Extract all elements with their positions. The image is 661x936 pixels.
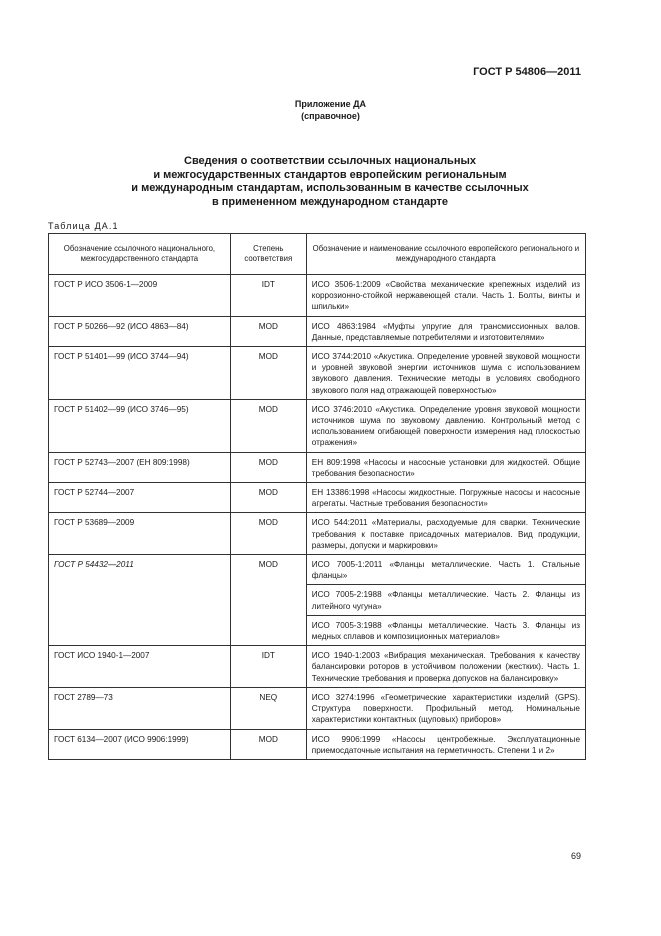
heading-line: и межгосударственных стандартов европейским региональным <box>153 168 507 181</box>
international-standard-cell: ИСО 544:2011 «Материалы, расходуемые для сварки. Технические требования к поставке присадочных материалов. Вид продукции, размеры, допуски и маркировки» <box>306 513 585 555</box>
degree-cell: MOD <box>230 513 306 555</box>
international-standard-cell: ИСО 1940-1:2003 «Вибрация механическая. Требования к качеству балансировки роторов в устойчивом положении (жестких). Часть 1. Технические требования и проверка допусков на балансировку» <box>306 646 585 688</box>
table-row <box>49 347 586 400</box>
international-standard-cell: ИСО 9906:1999 «Насосы центробежные. Эксплуатационные приемосдаточные испытания на герметичность. Степени 1 и 2» <box>306 729 585 759</box>
table-row <box>49 729 586 759</box>
national-standard-cell: ГОСТ ИСО 1940-1—2007 <box>49 646 231 688</box>
header-degree: Степень соответствия <box>230 234 306 275</box>
international-standard-cell: ИСО 3274:1996 «Геометрические характеристики изделий (GPS). Структура поверхности. Профильный метод. Номинальные характеристики контактных (щуповых) приборов» <box>306 687 585 729</box>
table-header-row <box>49 234 586 275</box>
degree-cell: MOD <box>230 399 306 452</box>
national-standard-cell: ГОСТ Р 52744—2007 <box>49 483 231 513</box>
table-row <box>49 513 586 555</box>
degree-cell: IDT <box>230 275 306 317</box>
table-row <box>49 452 586 482</box>
national-standard-cell: ГОСТ 2789—73 <box>49 687 231 729</box>
national-standard-cell: ГОСТ Р 50266—92 (ИСО 4863—84) <box>49 316 231 346</box>
international-standard-cell: ИСО 7005-2:1988 «Фланцы металлические. Часть 2. Фланцы из литейного чугуна» <box>306 585 585 615</box>
national-standard-cell: ГОСТ Р 54432—2011 <box>49 555 231 646</box>
degree-cell: IDT <box>230 646 306 688</box>
degree-cell: MOD <box>230 555 306 646</box>
degree-cell: MOD <box>230 316 306 346</box>
annex-title: Приложение ДА <box>294 99 367 109</box>
degree-cell: MOD <box>230 347 306 400</box>
header-national-standard: Обозначение ссылочного национального, межгосударственного стандарта <box>49 234 231 275</box>
table-row <box>49 399 586 452</box>
degree-cell: MOD <box>230 729 306 759</box>
international-standard-cell: ЕН 13386:1998 «Насосы жидкостные. Погружные насосы и насосные агрегаты. Частные требования безопасности» <box>306 483 585 513</box>
degree-cell: NEQ <box>230 687 306 729</box>
international-standard-cell: ИСО 4863:1984 «Муфты упругие для трансмиссионных валов. Данные, представляемые потребителями и изготовителями» <box>306 316 585 346</box>
table-caption: Таблица ДА.1 <box>48 221 119 231</box>
correspondence-table <box>48 233 586 760</box>
national-standard-cell: ГОСТ Р 52743—2007 (ЕН 809:1998) <box>49 452 231 482</box>
table-row <box>49 555 586 585</box>
table-row <box>49 483 586 513</box>
national-standard-cell: ГОСТ Р 53689—2009 <box>49 513 231 555</box>
page-number: 69 <box>570 851 581 861</box>
header-international-standard: Обозначение и наименование ссылочного европейского регионального и международного стандарта <box>306 234 585 275</box>
annex-block <box>0 98 661 122</box>
table-row <box>49 687 586 729</box>
table-row <box>49 316 586 346</box>
national-standard-cell: ГОСТ Р 51401—99 (ИСО 3744—94) <box>49 347 231 400</box>
section-heading <box>90 155 570 209</box>
heading-line: в примененном международном стандарте <box>211 195 449 208</box>
international-standard-cell: ИСО 7005-3:1988 «Фланцы металлические. Часть 3. Фланцы из медных сплавов и композиционных материалов» <box>306 615 585 645</box>
document-code: ГОСТ Р 54806—2011 <box>473 66 581 78</box>
heading-line: Сведения о соответствии ссылочных национальных <box>184 155 476 167</box>
international-standard-cell: ЕН 809:1998 «Насосы и насосные установки для жидкостей. Общие требования безопасности» <box>306 452 585 482</box>
annex-subtitle: (справочное) <box>301 111 360 121</box>
national-standard-cell: ГОСТ Р ИСО 3506-1—2009 <box>49 275 231 317</box>
international-standard-cell: ИСО 3746:2010 «Акустика. Определение уровня звуковой мощности источников шума по звуковому давлению. Контрольный метод с использованием огибающей поверхности измерения над плоскостью отражения» <box>306 399 585 452</box>
heading-line: и международным стандартам, использованным в качестве ссылочных <box>131 182 529 194</box>
international-standard-cell: ИСО 3744:2010 «Акустика. Определение уровней звуковой мощности и уровней звуковой энергии источников шума с использованием звукового давления. Технические методы в условиях свободного звукового поля над отражающей поверхностью» <box>306 347 585 400</box>
degree-cell: MOD <box>230 483 306 513</box>
table-row <box>49 646 586 688</box>
degree-cell: MOD <box>230 452 306 482</box>
national-standard-cell: ГОСТ Р 51402—99 (ИСО 3746—95) <box>49 399 231 452</box>
national-standard-cell: ГОСТ 6134—2007 (ИСО 9906:1999) <box>49 729 231 759</box>
international-standard-cell: ИСО 3506-1:2009 «Свойства механические крепежных изделий из коррозионно-стойкой нержавеющей стали. Часть 1. Болты, винты и шпильки» <box>306 275 585 317</box>
table-row <box>49 275 586 317</box>
international-standard-cell: ИСО 7005-1:2011 «Фланцы металлические. Часть 1. Стальные фланцы» <box>306 555 585 585</box>
